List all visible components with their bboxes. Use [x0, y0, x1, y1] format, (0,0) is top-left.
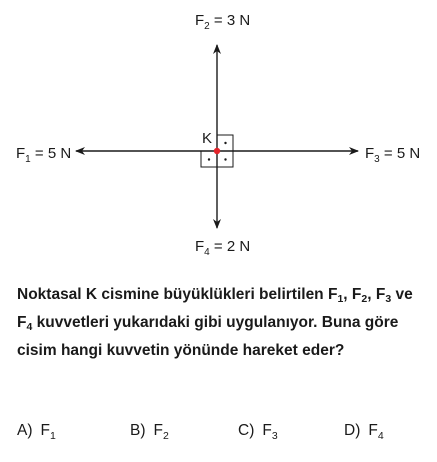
answer-options: [17, 422, 427, 444]
option-sub: 2: [162, 430, 169, 442]
option-d[interactable]: [344, 422, 384, 442]
label-f4: $F_4 = 2$ N: [195, 238, 251, 258]
option-c[interactable]: [238, 422, 278, 442]
body-label: K: [202, 130, 213, 147]
option-b[interactable]: [130, 422, 169, 442]
label-f1: $F_1 = 5$ N: [16, 145, 72, 165]
option-symbol: F: [262, 422, 272, 439]
option-symbol: F: [153, 422, 163, 439]
option-sub: 3: [271, 430, 278, 442]
option-letter: D): [344, 422, 361, 439]
option-sub: 4: [377, 430, 384, 442]
question-text: Noktasal K cismine büyüklükleri belirtilen $F_1$, $F_2$, $F_3$ ve $F_4$ kuvvetleri yukarıdaki gibi uygulanıyor. Buna göre cisim hangi kuvvetin yönünde hareket eder?: [17, 286, 413, 359]
point-k: [214, 148, 220, 154]
option-letter: B): [130, 422, 146, 439]
option-letter: A): [17, 422, 33, 439]
label-f2: $F_2 = 3$ N: [195, 12, 251, 32]
option-sub: 1: [49, 430, 56, 442]
option-letter: C): [238, 422, 255, 439]
option-a[interactable]: [17, 422, 56, 442]
label-f3: $F_3 = 5$ N: [365, 145, 421, 165]
option-symbol: F: [40, 422, 50, 439]
option-symbol: F: [368, 422, 378, 439]
